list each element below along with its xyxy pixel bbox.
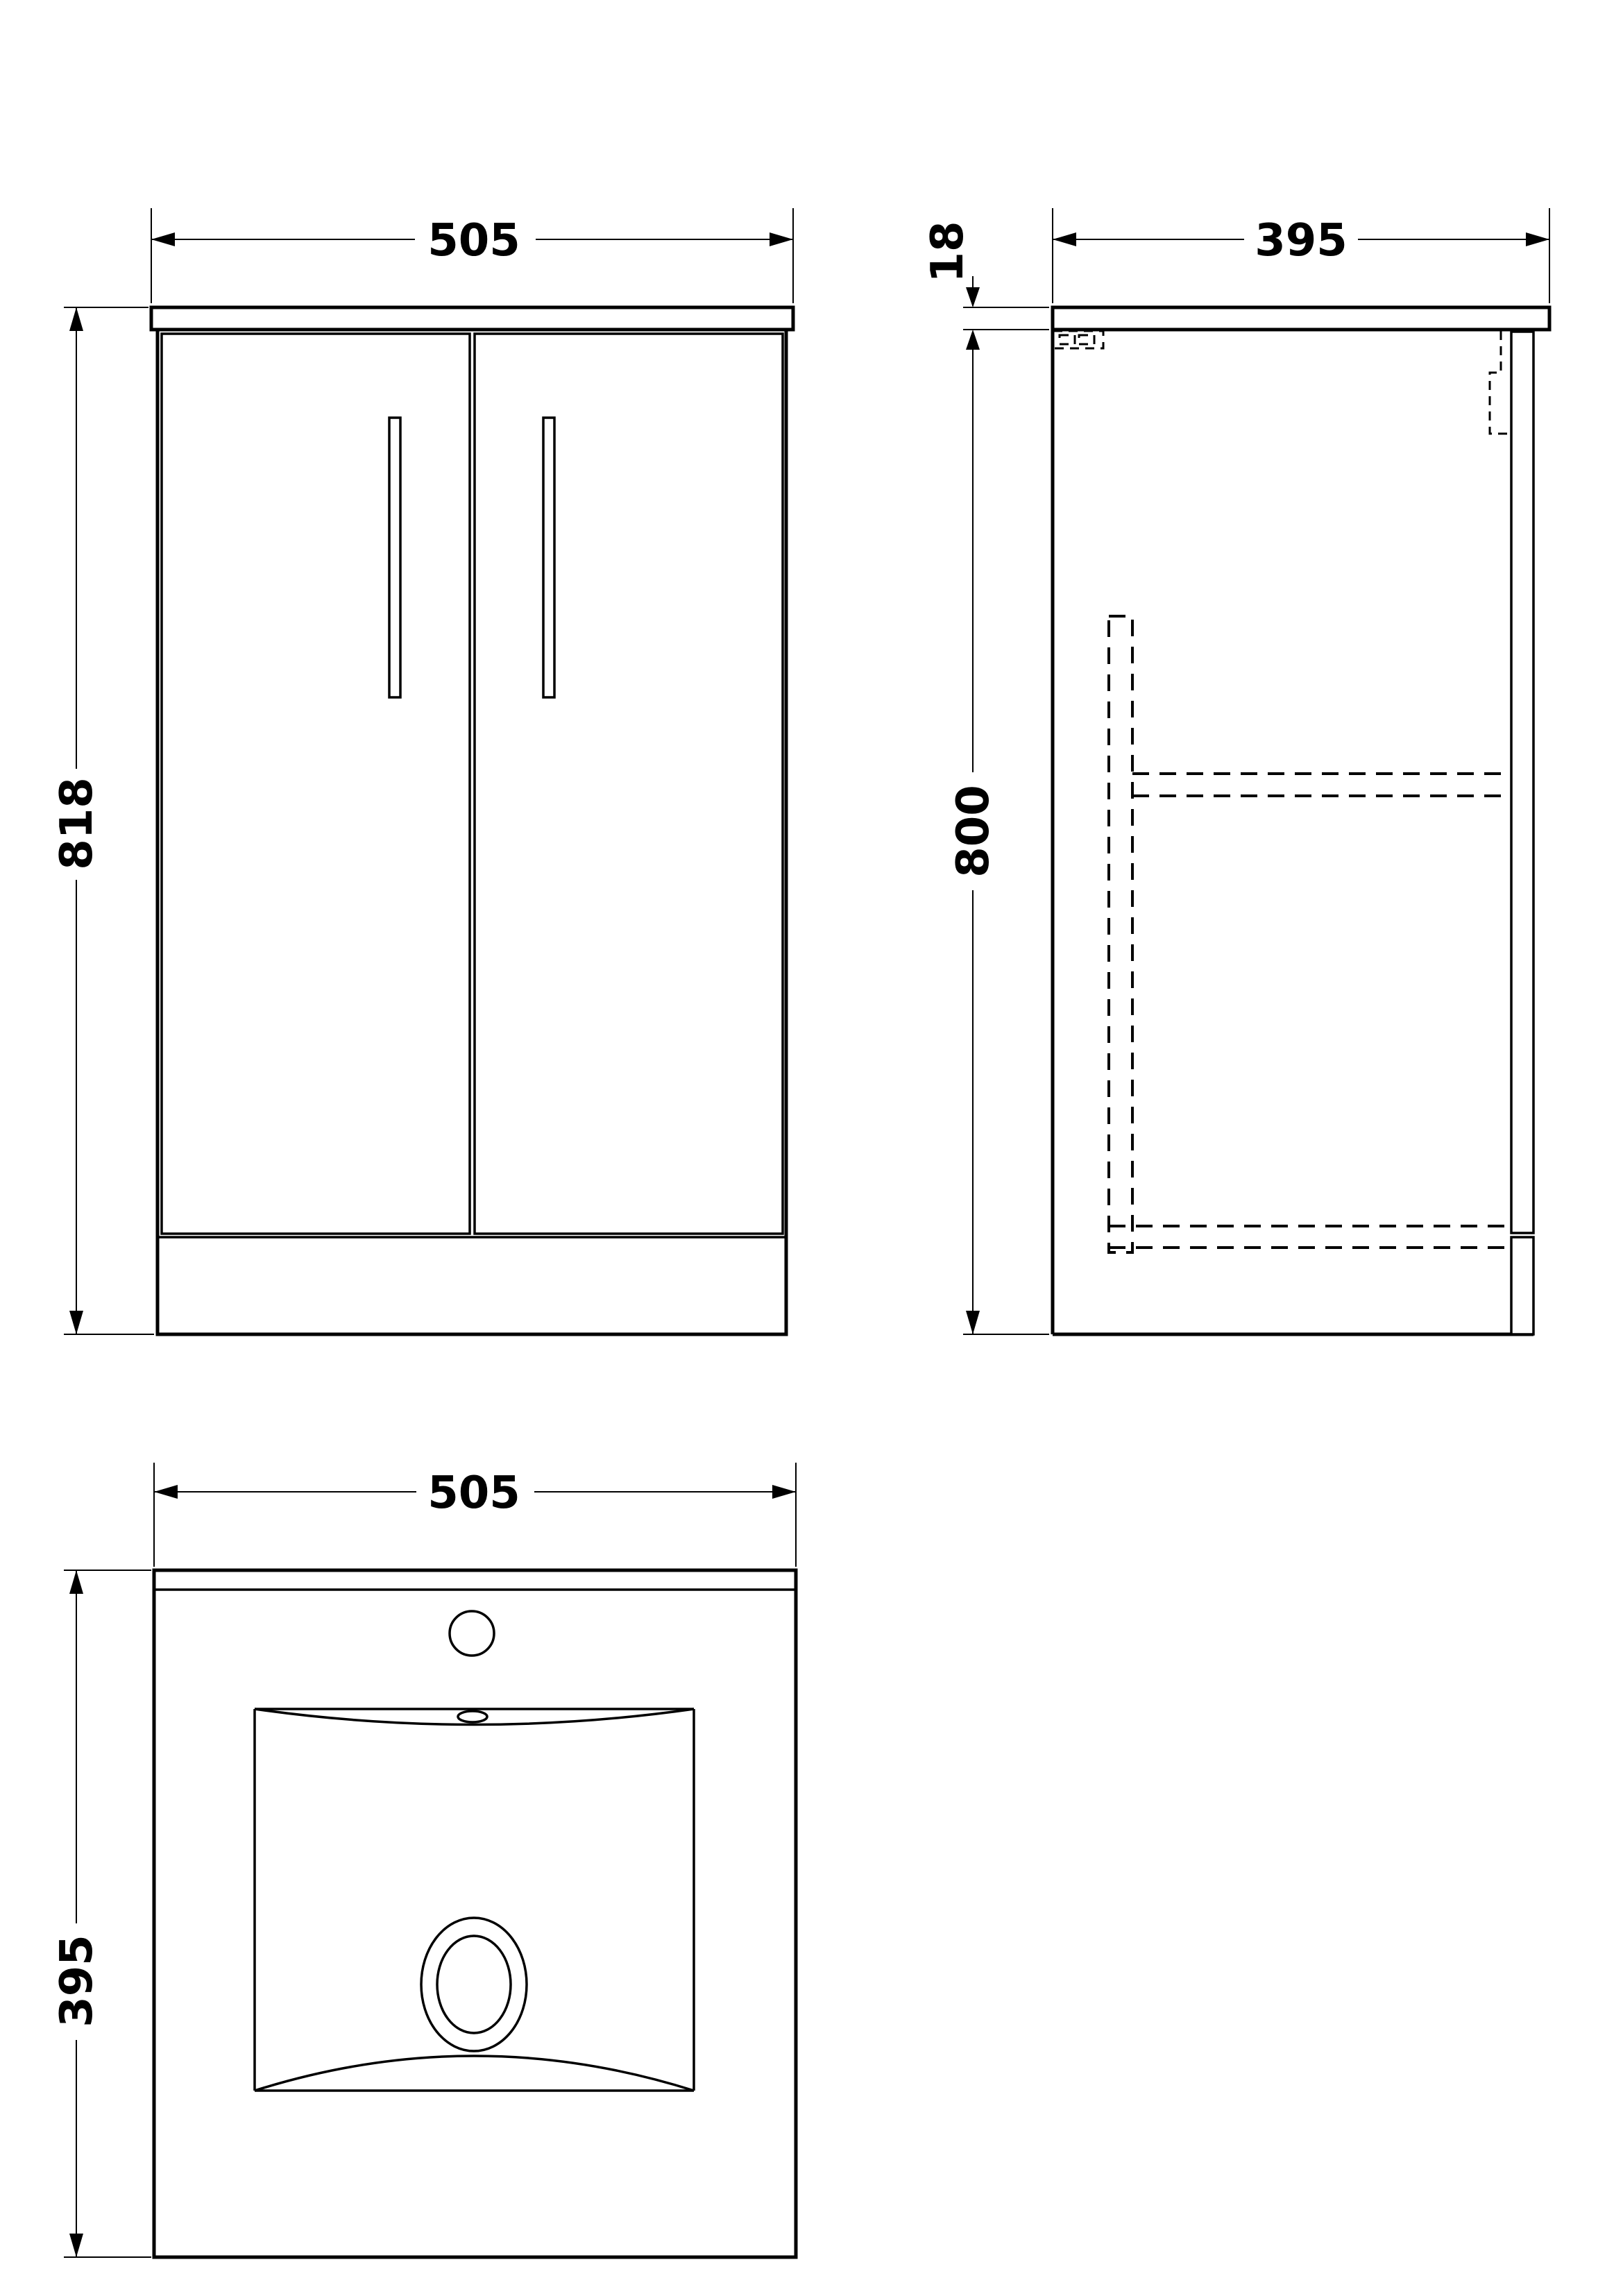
- front-countertop: [151, 307, 793, 330]
- front-width-dimension: [151, 208, 793, 303]
- arrowhead: [966, 1311, 980, 1334]
- front-door-right: [475, 334, 783, 1234]
- arrowhead: [69, 307, 83, 331]
- side-thickness-dimension: [922, 221, 1049, 350]
- side-height-label: 800: [948, 785, 999, 878]
- plan-tap-hole: [450, 1611, 494, 1656]
- side-height-dimension: [948, 350, 1049, 1334]
- side-view: [922, 208, 1549, 1334]
- plan-width-label: 505: [427, 1468, 520, 1519]
- front-width-label: 505: [427, 215, 520, 266]
- bracket-slot: [1060, 335, 1075, 344]
- arrowhead: [69, 2234, 83, 2257]
- plan-view: [51, 1463, 796, 2257]
- side-base-panel-hidden: [1109, 1226, 1511, 1248]
- plan-width-dimension: [154, 1463, 796, 1567]
- front-view: [51, 208, 793, 1334]
- side-countertop: [1053, 307, 1549, 330]
- side-hinge-hidden: [1490, 331, 1511, 434]
- front-height-label: 818: [51, 777, 103, 870]
- front-height-dimension: [51, 307, 154, 1334]
- front-handle-left: [389, 418, 400, 697]
- plan-basin-bowl: [255, 1709, 694, 2091]
- arrowhead: [966, 330, 980, 350]
- side-door-panel: [1511, 332, 1533, 1233]
- side-depth-dimension: [1053, 208, 1549, 303]
- front-handle-right: [543, 418, 554, 697]
- arrowhead: [154, 1485, 178, 1499]
- side-shelf-hidden: [1132, 774, 1511, 796]
- overflow-hole: [458, 1711, 487, 1722]
- side-wall-bracket-hidden: [1053, 331, 1103, 348]
- arrowhead: [1053, 232, 1076, 246]
- side-back-recess-hidden: [1109, 616, 1132, 1252]
- front-door-left: [162, 334, 470, 1234]
- arrowhead: [69, 1570, 83, 1594]
- bowl-front-curve: [255, 2056, 694, 2091]
- side-thickness-label: 18: [922, 221, 974, 283]
- bracket-slot: [1079, 335, 1094, 344]
- plan-basin-outline: [154, 1570, 796, 2257]
- side-plinth-panel: [1511, 1237, 1533, 1334]
- drain-inner: [437, 1936, 511, 2033]
- plan-depth-label: 395: [51, 1934, 103, 2027]
- front-cabinet-body: [158, 330, 786, 1334]
- bracket-outline: [1053, 331, 1103, 348]
- arrowhead: [770, 232, 793, 246]
- arrowhead: [151, 232, 175, 246]
- arrowhead: [966, 287, 980, 307]
- side-depth-label: 395: [1255, 215, 1348, 266]
- arrowhead: [69, 1311, 83, 1334]
- arrowhead: [772, 1485, 796, 1499]
- plan-depth-dimension: [51, 1570, 151, 2257]
- arrowhead: [1526, 232, 1549, 246]
